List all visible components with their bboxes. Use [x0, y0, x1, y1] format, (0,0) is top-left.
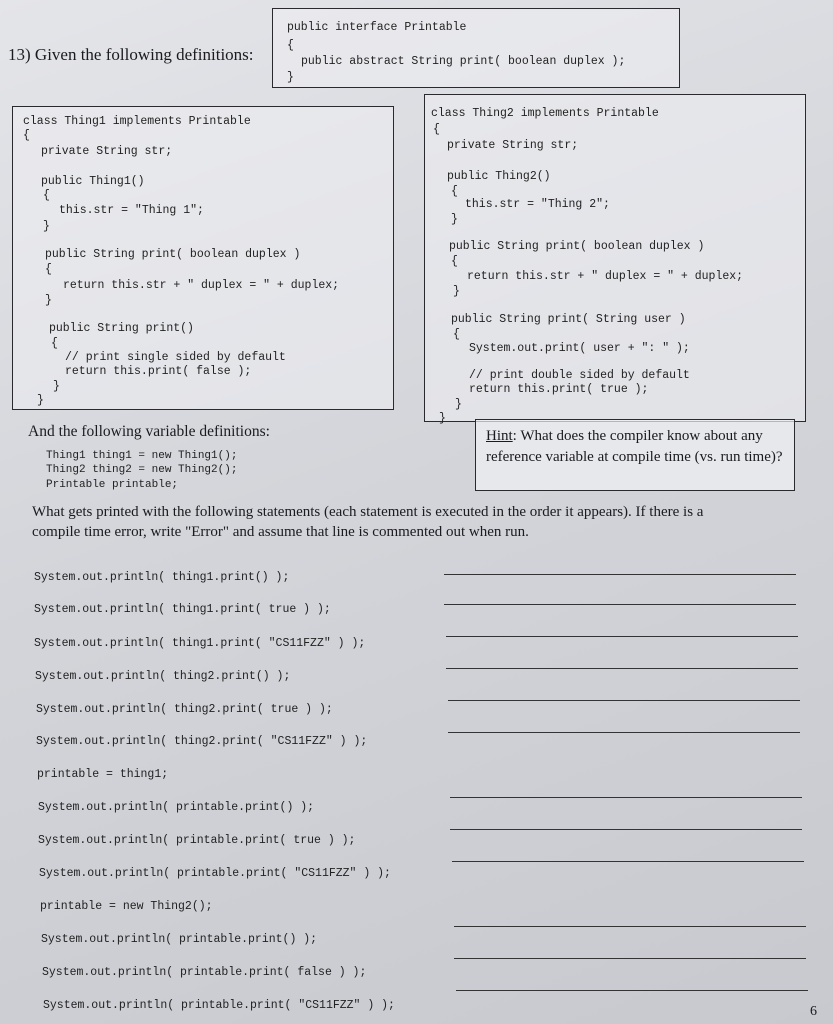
statement-code: System.out.println( thing2.print( "CS11FZZ" ) ); [36, 735, 368, 748]
thing1-line: // print single sided by default [65, 351, 286, 364]
thing2-line: { [433, 123, 440, 136]
thing2-line: return this.print( true ); [469, 383, 649, 396]
variable-line: Thing1 thing1 = new Thing1(); [46, 450, 238, 462]
statement-code: System.out.println( thing1.print() ); [34, 571, 290, 584]
hint-box [475, 419, 795, 491]
thing1-line: } [45, 294, 52, 307]
thing2-line: public Thing2() [447, 170, 551, 183]
thing2-line: { [451, 185, 458, 198]
hint-text [486, 426, 786, 468]
thing2-line: { [453, 328, 460, 341]
interface-line-1: public interface Printable [287, 21, 467, 34]
thing1-line: { [51, 337, 58, 350]
thing1-class-box [12, 106, 394, 410]
thing2-line: this.str = "Thing 2"; [465, 198, 610, 211]
statement-code: System.out.println( printable.print() ); [38, 801, 315, 814]
answer-line[interactable] [448, 700, 800, 701]
thing1-line: public Thing1() [41, 175, 145, 188]
thing1-line: } [37, 394, 44, 407]
statement-code: System.out.println( printable.print( "CS11FZZ" ) ); [39, 867, 391, 880]
instructions-line-2: compile time error, write "Error" and assume that line is commented out when run. [32, 524, 529, 540]
thing2-line: class Thing2 implements Printable [431, 107, 659, 120]
answer-line[interactable] [450, 829, 802, 830]
interface-line-2: { [287, 39, 294, 52]
answer-line[interactable] [450, 797, 802, 798]
statement-code: System.out.println( thing1.print( true ) ); [34, 603, 331, 616]
interface-line-4: } [287, 71, 294, 84]
thing2-line: public String print( boolean duplex ) [449, 240, 705, 253]
thing1-line: this.str = "Thing 1"; [59, 204, 204, 217]
answer-line[interactable] [456, 990, 808, 991]
statement-code: System.out.println( thing2.print( true ) ); [36, 703, 333, 716]
answer-line[interactable] [454, 958, 806, 959]
page-number: 6 [810, 1004, 817, 1019]
statement-code: printable = new Thing2(); [40, 900, 213, 913]
answer-line[interactable] [446, 636, 798, 637]
thing1-line: public String print( boolean duplex ) [45, 248, 301, 261]
statement-code: System.out.println( thing1.print( "CS11FZZ" ) ); [34, 637, 366, 650]
variable-line: Thing2 thing2 = new Thing2(); [46, 464, 238, 476]
thing1-line: { [45, 263, 52, 276]
answer-line[interactable] [448, 732, 800, 733]
thing2-line: return this.str + " duplex = " + duplex; [467, 270, 744, 283]
question-title: 13) Given the following definitions: [8, 45, 254, 64]
thing2-line: } [439, 412, 446, 425]
statement-code: System.out.println( printable.print( false ) ); [42, 966, 367, 979]
thing2-class-box [424, 94, 806, 425]
statement-code: printable = thing1; [37, 768, 169, 781]
answer-line[interactable] [446, 668, 798, 669]
statement-code: System.out.println( printable.print( true ) ); [38, 834, 356, 847]
thing1-line: } [43, 220, 50, 233]
thing2-line: } [453, 285, 460, 298]
interface-line-3: public abstract String print( boolean duplex ); [301, 55, 626, 68]
thing2-line: private String str; [447, 139, 579, 152]
thing1-line: private String str; [41, 145, 173, 158]
thing2-line: { [451, 255, 458, 268]
instructions-line-1: What gets printed with the following statements (each statement is executed in the order it appears). If there is a [32, 504, 704, 520]
thing1-line: } [53, 380, 60, 393]
statement-code: System.out.println( printable.print( "CS11FZZ" ) ); [43, 999, 395, 1012]
answer-line[interactable] [454, 926, 806, 927]
answer-line[interactable] [444, 574, 796, 575]
thing1-line: return this.print( false ); [65, 365, 252, 378]
thing1-line: class Thing1 implements Printable [23, 115, 251, 128]
variables-heading: And the following variable definitions: [28, 423, 270, 440]
interface-box [272, 8, 680, 88]
answer-line[interactable] [444, 604, 796, 605]
hint-label: Hint [486, 428, 513, 444]
thing1-line: { [43, 189, 50, 202]
statement-code: System.out.println( thing2.print() ); [35, 670, 291, 683]
thing2-line: } [451, 213, 458, 226]
thing1-line: public String print() [49, 322, 194, 335]
thing2-line: } [455, 398, 462, 411]
thing2-line: System.out.print( user + ": " ); [469, 342, 690, 355]
thing2-line: // print double sided by default [469, 369, 690, 382]
thing1-line: return this.str + " duplex = " + duplex; [63, 279, 340, 292]
statement-code: System.out.println( printable.print() ); [41, 933, 318, 946]
variable-line: Printable printable; [46, 479, 179, 491]
hint-body: : What does the compiler know about any reference variable at compile time (vs. run time)? [486, 428, 783, 465]
thing1-line: { [23, 129, 30, 142]
answer-line[interactable] [452, 861, 804, 862]
thing2-line: public String print( String user ) [451, 313, 686, 326]
